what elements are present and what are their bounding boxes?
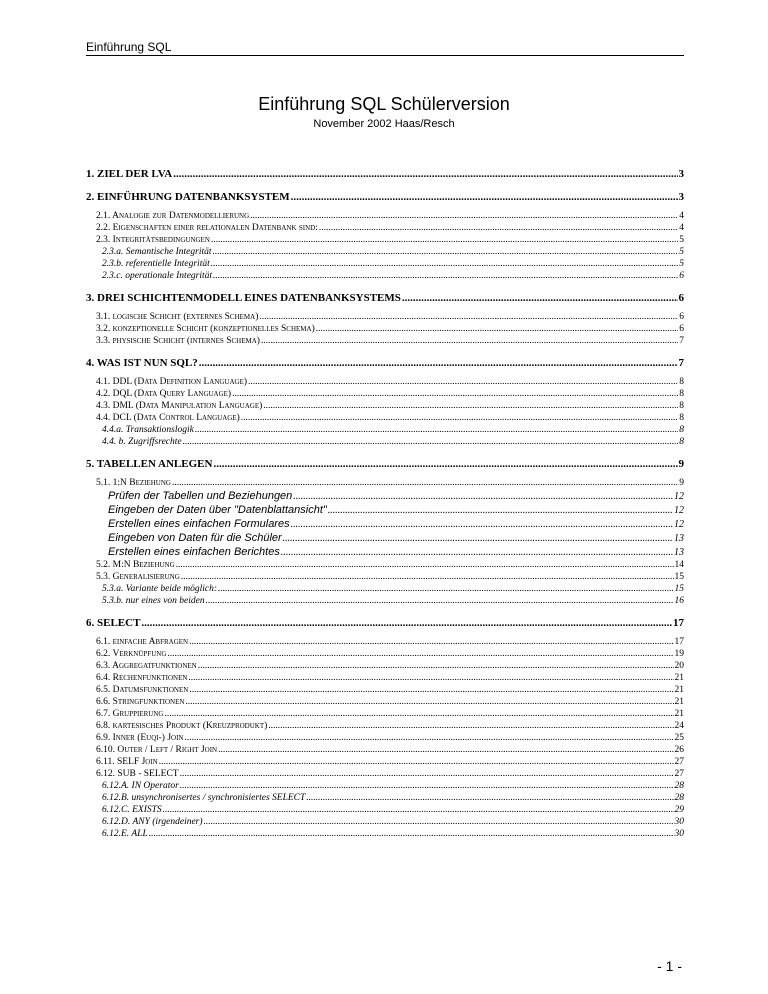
toc-leader-dots [189,636,673,648]
toc-entry-page: 20 [674,661,684,671]
toc-entry-page: 15 [674,584,684,594]
toc-leader-dots [180,768,674,780]
toc-entry-page: 21 [674,673,684,683]
table-of-contents [86,168,684,840]
toc-entry-page: 8 [679,389,684,399]
toc-leader-dots [263,400,678,412]
toc-entry-page: 21 [674,697,684,707]
running-header-title: Einführung SQL [86,40,172,54]
toc-entry-label: 4.1. DDL (Data Definition Language) [96,377,248,387]
toc-entry-label: Eingeben der Daten über "Datenblattansicht" [108,504,327,516]
toc-entry-label: 6.9. Inner (Euqi-) Join [96,733,184,743]
toc-entry[interactable] [86,400,684,412]
toc-entry-page: 19 [674,649,684,659]
toc-entry-page: 21 [674,709,684,719]
toc-leader-dots [319,222,678,234]
toc-entry-page: 28 [674,781,684,791]
toc-entry-page: 4 [679,211,684,221]
toc-leader-dots [213,458,677,471]
toc-entry-page: 13 [674,533,684,544]
toc-entry-label: 5.3.a. Variante beide möglich: [102,584,218,594]
toc-entry-label: Erstellen eines einfachen Formulares [108,518,290,530]
toc-entry[interactable] [86,270,684,282]
toc-entry[interactable] [86,311,684,323]
toc-entry-page: 17 [674,637,684,647]
toc-entry-page: 30 [674,829,684,839]
toc-entry-label: 2.3. Integritätsbedingungen [96,235,210,245]
toc-entry[interactable] [86,744,684,756]
toc-entry-page: 5 [679,259,684,269]
toc-leader-dots [141,617,672,630]
toc-entry-label: 5.3.b. nur eines von beiden [102,596,205,606]
toc-entry[interactable] [86,720,684,732]
toc-leader-dots [281,546,673,560]
toc-entry-label: 2.1. Analogie zur Datenmodellierung [96,211,250,221]
toc-entry[interactable] [86,292,684,305]
toc-entry[interactable] [86,222,684,234]
toc-entry-label: 6.12.A. IN Operator [102,781,179,791]
toc-entry-label: 2.2. Eigenschaften einer relationalen Datenbank sind: [96,223,318,233]
toc-entry-label: 2.3.a. Semantische Integrität [102,247,212,257]
toc-leader-dots [218,583,673,595]
toc-entry-label: Erstellen eines einfachen Berichtes [108,546,280,558]
document-title: Einführung SQL Schülerversion [258,94,510,114]
toc-entry-page: 3 [678,191,684,203]
toc-entry-label: 6.8. kartesisches Produkt (Kreuzprodukt) [96,721,268,731]
toc-entry-page: 13 [674,547,684,558]
toc-entry-page: 26 [674,745,684,755]
toc-leader-dots [204,816,674,828]
toc-entry-page: 27 [674,769,684,779]
toc-entry-label: 3.3. physische Schicht (internes Schema) [96,336,260,346]
toc-entry-page: 6 [679,312,684,322]
toc-entry-label: 3. DREI SCHICHTENMODELL EINES DATENBANKSYSTEMS [86,292,401,304]
toc-entry-page: 5 [679,247,684,257]
toc-entry-label: 5. TABELLEN ANLEGEN [86,458,213,470]
toc-leader-dots [268,720,673,732]
toc-leader-dots [241,412,678,424]
toc-entry-page: 14 [674,560,684,570]
toc-entry-page: 6 [678,292,684,304]
toc-entry[interactable] [86,571,684,583]
toc-entry-label: 6.12.E. ALL [102,829,148,839]
toc-entry[interactable] [86,477,684,489]
toc-entry-label: 6.4. Rechenfunktionen [96,673,188,683]
toc-entry[interactable] [86,168,684,181]
toc-leader-dots [198,660,674,672]
toc-entry-page: 24 [674,721,684,731]
toc-entry-page: 9 [679,478,684,488]
toc-entry-page: 27 [674,757,684,767]
toc-leader-dots [164,708,673,720]
toc-entry[interactable] [86,503,684,517]
toc-entry[interactable] [86,756,684,768]
toc-entry-label: 6.6. Stringfunktionen [96,697,185,707]
toc-entry[interactable] [86,672,684,684]
toc-entry-label: 6.1. einfache Abfragen [96,637,189,647]
toc-entry[interactable] [86,335,684,347]
toc-leader-dots [206,595,674,607]
toc-entry-label: 4. WAS IST NUN SQL? [86,357,198,369]
toc-entry-page: 12 [674,491,684,502]
toc-entry[interactable] [86,696,684,708]
toc-entry-page: 25 [674,733,684,743]
toc-entry-label: 4.2. DQL (Data Query Language) [96,389,232,399]
toc-entry-label: 6.11. SELF Join [96,757,158,767]
toc-leader-dots [402,292,678,305]
toc-leader-dots [213,270,678,282]
toc-entry-label: Prüfen der Tabellen und Beziehungen [108,490,293,502]
toc-entry[interactable] [86,210,684,222]
toc-entry-label: 4.4.a. Transaktionslogik [102,425,194,435]
toc-leader-dots [250,210,678,222]
toc-entry[interactable] [86,636,684,648]
toc-entry[interactable] [86,595,684,607]
toc-entry-label: 2. EINFÜHRUNG DATENBANKSYSTEM [86,191,290,203]
toc-entry[interactable] [86,816,684,828]
toc-leader-dots [232,388,678,400]
toc-entry-page: 17 [673,617,684,629]
toc-entry-page: 8 [679,401,684,411]
toc-entry-page: 8 [679,377,684,387]
toc-leader-dots [188,672,673,684]
toc-entry-label: 4.3. DML (Data Manipulation Language) [96,401,263,411]
toc-entry[interactable] [86,780,684,792]
toc-entry-page: 21 [674,685,684,695]
toc-entry-label: 5.2. M:N Beziehung [96,560,175,570]
toc-entry[interactable] [86,458,684,471]
toc-entry-label: 6.12.B. unsynchronisertes / synchronisiertes SELECT [102,793,306,803]
toc-entry-label: 6.12.C. EXISTS [102,805,162,815]
toc-entry-page: 5 [679,235,684,245]
toc-entry-page: 30 [674,817,684,827]
toc-entry[interactable] [86,792,684,804]
toc-leader-dots [173,168,677,181]
toc-entry-label: 6.10. Outer / Left / Right Join [96,745,218,755]
toc-entry[interactable] [86,559,684,571]
toc-leader-dots [176,559,674,571]
toc-leader-dots [261,335,678,347]
toc-entry-label: 2.3.b. referentielle Integrität [102,259,210,269]
toc-entry-page: 7 [678,357,684,369]
toc-leader-dots [181,571,674,583]
toc-entry-page: 12 [674,505,684,516]
toc-entry-page: 6 [679,324,684,334]
toc-entry-label: 6.2. Verknüpfung [96,649,167,659]
toc-entry-page: 6 [679,271,684,281]
toc-leader-dots [149,828,674,840]
toc-entry-page: 15 [674,572,684,582]
toc-entry-label: 1. ZIEL DER LVA [86,168,173,180]
toc-entry-label: 4.4. b. Zugriffsrechte [102,437,182,447]
toc-leader-dots [185,696,673,708]
toc-leader-dots [291,518,673,532]
toc-leader-dots [213,246,679,258]
toc-entry-page: 7 [679,336,684,346]
toc-entry[interactable] [86,804,684,816]
toc-entry-label: 6.7. Gruppierung [96,709,164,719]
toc-leader-dots [259,311,678,323]
toc-entry-label: 6. SELECT [86,617,141,629]
toc-entry[interactable] [86,388,684,400]
toc-entry-label: 2.3.c. operationale Integrität [102,271,213,281]
toc-entry[interactable] [86,684,684,696]
page-number: - 1 - [657,958,682,974]
toc-entry[interactable] [86,660,684,672]
toc-leader-dots [248,376,678,388]
toc-entry[interactable] [86,732,684,744]
toc-entry[interactable] [86,376,684,388]
toc-entry[interactable] [86,768,684,780]
toc-leader-dots [218,744,673,756]
toc-entry-label: 4.4. DCL (Data Control Language) [96,413,240,423]
toc-entry[interactable] [86,357,684,370]
toc-entry[interactable] [86,517,684,531]
toc-leader-dots [211,258,679,270]
toc-entry[interactable] [86,828,684,840]
toc-entry-label: 3.1. logische Schicht (externes Schema) [96,312,259,322]
toc-entry-label: Eingeben von Daten für die Schüler [108,532,282,544]
toc-entry-label: 6.5. Datumsfunktionen [96,685,189,695]
toc-leader-dots [189,684,673,696]
toc-entry-label: 5.1. 1:N Beziehung [96,478,171,488]
toc-leader-dots [195,424,678,436]
toc-leader-dots [199,357,678,370]
toc-leader-dots [183,436,679,448]
toc-entry[interactable] [86,191,684,204]
toc-leader-dots [163,804,674,816]
toc-entry[interactable] [86,258,684,270]
toc-entry-page: 4 [679,223,684,233]
toc-entry-page: 3 [678,168,684,180]
toc-entry[interactable] [86,489,684,503]
toc-entry-label: 6.3. Aggregatfunktionen [96,661,197,671]
toc-entry[interactable] [86,412,684,424]
toc-entry-label: 6.12.D. ANY (irgendeiner) [102,817,203,827]
toc-leader-dots [159,756,674,768]
toc-entry-page: 8 [679,437,684,447]
toc-entry[interactable] [86,323,684,335]
document-subtitle: November 2002 Haas/Resch [313,118,455,130]
toc-entry[interactable] [86,648,684,660]
toc-leader-dots [172,477,678,489]
toc-entry[interactable] [86,708,684,720]
toc-leader-dots [328,504,673,518]
toc-leader-dots [293,490,673,504]
toc-entry-label: 5.3. Generalisierung [96,572,180,582]
toc-entry-page: 29 [674,805,684,815]
toc-entry[interactable] [86,234,684,246]
toc-leader-dots [316,323,679,335]
toc-entry[interactable] [86,545,684,559]
toc-entry-page: 8 [679,425,684,435]
toc-leader-dots [184,732,673,744]
toc-leader-dots [291,191,678,204]
toc-entry[interactable] [86,424,684,436]
toc-entry-page: 12 [674,519,684,530]
toc-leader-dots [167,648,673,660]
running-header [86,40,684,56]
toc-entry-page: 28 [674,793,684,803]
toc-entry-label: 3.2. konzeptionelle Schicht (konzeptionelles Schema) [96,324,315,334]
toc-entry-page: 9 [678,458,684,470]
toc-entry-label: 6.12. SUB - SELECT [96,769,179,779]
toc-entry-page: 16 [674,596,684,606]
toc-leader-dots [180,780,674,792]
toc-leader-dots [306,792,673,804]
toc-leader-dots [283,532,673,546]
toc-entry[interactable] [86,246,684,258]
toc-entry-page: 8 [679,413,684,423]
toc-leader-dots [211,234,678,246]
toc-entry[interactable] [86,531,684,545]
toc-entry[interactable] [86,583,684,595]
toc-entry[interactable] [86,617,684,630]
toc-entry[interactable] [86,436,684,448]
